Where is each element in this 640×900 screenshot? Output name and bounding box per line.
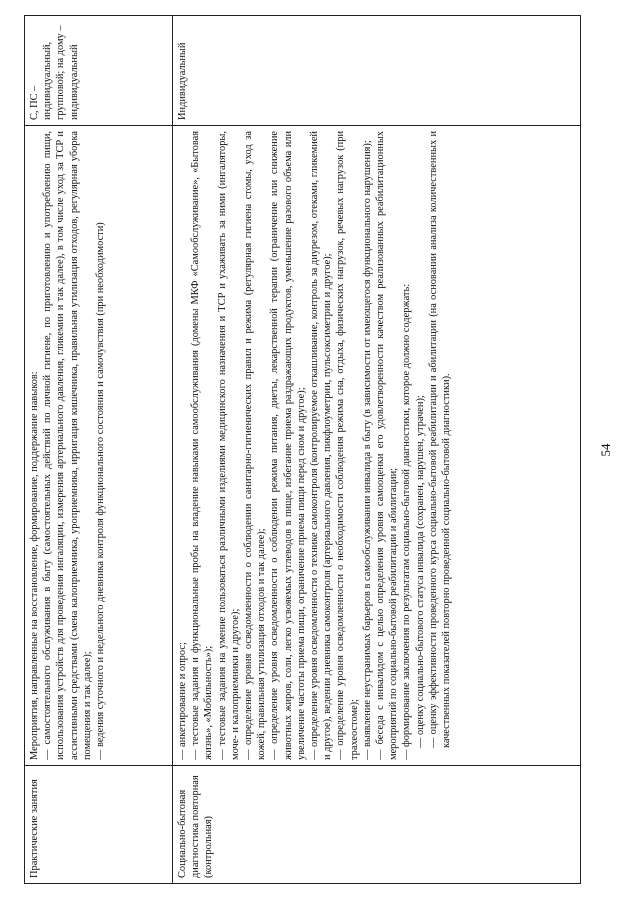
row-format-cell: С, ПС – индивидуальный, групповой; на дому – индивидуальный — [25, 16, 173, 126]
content-line: — тестовые задания и функциональные пробы на владение навыками самообслуживания (домены МКФ «Самообслуживание», «Бытовая жизнь», «Мобильность»); — [190, 131, 215, 760]
content-line: Мероприятия, направленные на восстановление, формирование, поддержание навыков: — [29, 371, 40, 760]
content-line: — самостоятельного обслуживания в быту (самостоятельных действий по личной гигиене, по приготовлению и употреблению пищи, использования устройств для проведения ингаляции, измерения артериального давления, гликемии и так далее), в том числе уход за ТСР и ассистивными средствами (смена калоприемника, уроприемника, ирригация кишечника, правильная утилизация отходов, регулярная уборка помещения и так далее); — [42, 131, 93, 760]
row-content-cell — [173, 126, 581, 766]
content-line: — тестовые задания на умение пользоваться различными изделиями медицинского назначения и ТСР и ухаживать за ними (ингаляторы, моче- и калоприемники и другое); — [216, 131, 241, 760]
row-name-cell: Социально-бытовая диагностика повторная (контрольная) — [173, 766, 581, 884]
row-name-cell: Практические занятия — [25, 766, 173, 884]
content-line: — определение уровня осведомленности о соблюдении режима питания, диеты, лекарственной терапии (ограничение или снижение животных жиров, соли, легко усвояемых углеводов в пище, избегание приема раздражающих продуктов, уменьшение разового объема или увеличение частоты приема пищи, ограничение приема пищи перед сном и другое); — [269, 131, 307, 760]
program-table — [24, 15, 581, 884]
table-row — [173, 16, 581, 884]
content-line: — анкетирование и опрос; — [177, 642, 188, 760]
content-line: — определение уровня осведомленности о соблюдении санитарно-гигиенических правил и режима (регулярная гигиена стомы, уход за кожей, правильная утилизация отходов и так далее); — [243, 131, 268, 760]
content-line: — ведения суточного и недельного дневника контроля функционального состояния и самочувствия (при необходимости) — [95, 222, 107, 760]
content-line: — беседа с инвалидом с целью определения уровня самооценки его удовлетворенности качеством реализованных реабилитационных мероприятий по социально-бытовой реабилитации и абилитации; — [375, 131, 400, 760]
content-line: — определение уровня осведомленности о необходимости соблюдения режима сна, отдыха, физических нагрузок, речевых нагрузок (при трахеостоме); — [335, 131, 360, 760]
content-line: — оценку социально-бытового статуса инвалида (сохранен, нарушен, утрачен); — [414, 395, 426, 748]
row-content-cell — [25, 126, 173, 766]
row-format-cell: Индивидуальный — [173, 16, 581, 126]
content-line: — определение уровня осведомленности о технике самоконтроля (контролируемое откашливание, контроль за диурезом, отеками, гликемией и другое), ведении дневника самоконтроля (артериального давления, пикфлоуметрии, пульсоксиметрии и другое); — [309, 131, 334, 760]
content-line: — выявление неустранимых барьеров в самообслуживании инвалида в быту (в зависимости от имеющегося функционального нарушения); — [361, 140, 373, 760]
content-line: — оценку эффективности проведенного курса социально-бытовой реабилитации и абилитации (на основании анализа количественных и качественных показателей повторно проведенной социально-бытовой диагностики). — [427, 131, 453, 748]
content-line: — формирование заключения по результатам социально-бытовой диагностики, которое должно содержать: — [401, 283, 413, 760]
page-number: 54 — [598, 443, 613, 457]
table-row — [25, 16, 173, 884]
